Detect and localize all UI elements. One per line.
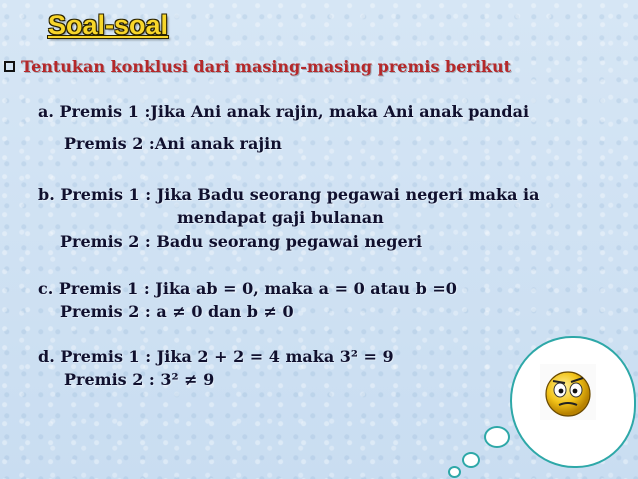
thought-puff-small xyxy=(448,466,461,478)
slide-title: Soal-soal xyxy=(48,10,169,40)
thought-puff-large xyxy=(484,426,510,448)
item-b-premis-1-cont: mendapat gaji bulanan xyxy=(177,208,384,227)
item-b-premis-2: Premis 2 : Badu seorang pegawai negeri xyxy=(60,232,423,251)
item-a-premis-1: a. Premis 1 :Jika Ani anak rajin, maka Ani anak pandai xyxy=(38,102,530,121)
item-d-premis-1: d. Premis 1 : Jika 2 + 2 = 4 maka 3² = 9 xyxy=(38,347,394,366)
item-b-premis-1: b. Premis 1 : Jika Badu seorang pegawai negeri maka ia xyxy=(38,185,540,204)
smiley-frame xyxy=(540,364,596,420)
square-bullet-icon xyxy=(4,61,15,72)
item-d-premis-2: Premis 2 : 3² ≠ 9 xyxy=(64,370,215,389)
thought-puff-medium xyxy=(462,452,480,468)
item-a-premis-2: Premis 2 :Ani anak rajin xyxy=(64,134,282,153)
confused-smiley-icon xyxy=(540,364,596,420)
instruction-text: Tentukan konklusi dari masing-masing premis berikut xyxy=(21,57,512,76)
item-c-premis-1: c. Premis 1 : Jika ab = 0, maka a = 0 atau b =0 xyxy=(38,279,457,298)
instruction-row xyxy=(4,57,511,76)
item-c-premis-2: Premis 2 : a ≠ 0 dan b ≠ 0 xyxy=(60,302,294,321)
